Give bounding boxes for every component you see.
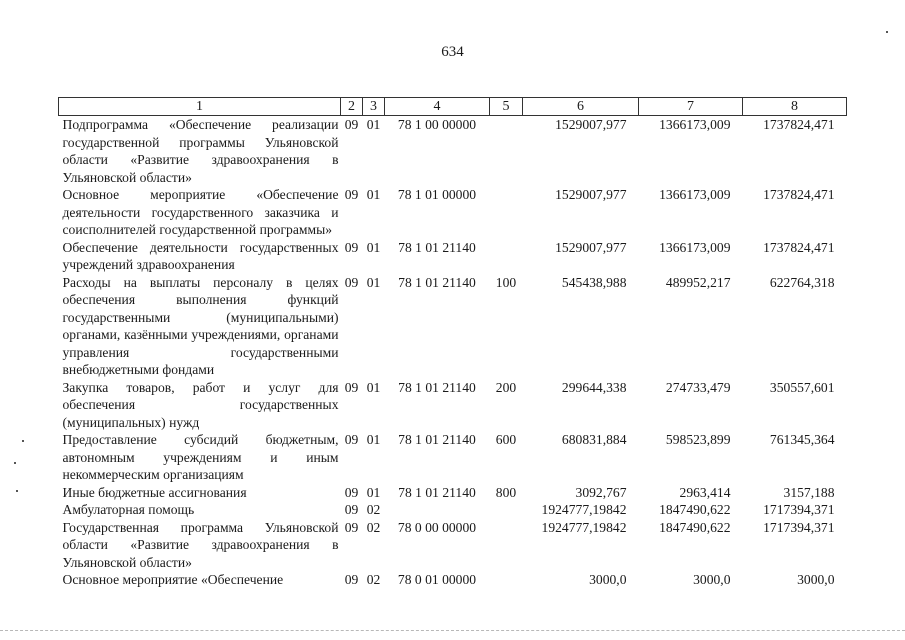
- row-amount-col7: 489952,217: [665, 274, 731, 290]
- row-amount-col7: 598523,899: [665, 432, 731, 447]
- row-target-article: 78 1 01 00000: [397, 187, 477, 202]
- table-row: [59, 186, 847, 239]
- row-amount-col6: 1529007,977: [555, 117, 627, 132]
- row-expense-type: [490, 186, 523, 239]
- row-section: 09: [344, 274, 359, 290]
- row-amount-col6: 1529007,977: [555, 187, 627, 202]
- row-amount-col7: 1366173,009: [659, 187, 731, 202]
- header-col-7: 7: [639, 98, 743, 116]
- row-expense-type: [490, 239, 523, 274]
- row-section: 09: [344, 239, 359, 255]
- row-amount-col8: 622764,318: [769, 274, 835, 290]
- row-amount-col7: 1847490,622: [659, 519, 731, 535]
- table-row: [59, 431, 847, 484]
- row-amount-col7: 1366173,009: [659, 239, 731, 255]
- scan-speck: [886, 31, 888, 33]
- row-amount-col7: 274733,479: [665, 379, 731, 395]
- row-target-article: 78 1 01 21140: [398, 432, 476, 447]
- row-name: Подпрограмма «Обеспечение реализации государственной программы Ульяновской области «Развитие здравоохранения в Ульяновской области»: [62, 117, 339, 185]
- table-row: [59, 501, 847, 519]
- row-subsection: 01: [366, 187, 381, 202]
- row-section: 09: [344, 117, 359, 132]
- row-amount-col8: 1737824,471: [763, 117, 835, 132]
- row-expense-type: 600: [495, 432, 517, 447]
- row-subsection: 01: [366, 484, 381, 500]
- table-row: [59, 571, 847, 589]
- table-row: [59, 484, 847, 502]
- row-amount-col8: 761345,364: [769, 432, 835, 447]
- row-expense-type: [490, 501, 523, 519]
- row-amount-col6: 1924777,19842: [541, 519, 627, 535]
- row-section: 09: [344, 187, 359, 202]
- row-section: 09: [344, 572, 359, 587]
- row-amount-col8: 350557,601: [769, 379, 835, 395]
- row-subsection: 01: [366, 117, 381, 132]
- row-amount-col8: 3157,188: [783, 484, 835, 500]
- row-section: 09: [344, 502, 359, 517]
- row-amount-col6: 1529007,977: [555, 239, 627, 255]
- row-name: Основное мероприятие «Обеспечение деятельности государственного заказчика и соисполнителей государственной программы»: [62, 187, 339, 237]
- row-subsection: 01: [366, 379, 381, 395]
- row-amount-col6: 1924777,19842: [541, 502, 627, 517]
- row-amount-col8: 1737824,471: [763, 239, 835, 255]
- row-name: Амбулаторная помощь: [62, 502, 195, 517]
- row-name: Расходы на выплаты персоналу в целях обеспечения выполнения функций государственными (муниципальными) органами, казёнными учреждениями, органами управления государственными внебюджетными фондами: [62, 274, 339, 377]
- budget-table: [58, 97, 847, 589]
- table-row: [59, 519, 847, 572]
- row-amount-col8: 1717394,371: [763, 519, 835, 535]
- row-section: 09: [344, 484, 359, 500]
- row-target-article: [385, 501, 490, 519]
- table-row: [59, 239, 847, 274]
- table-row: [59, 274, 847, 379]
- row-amount-col7: 1366173,009: [659, 117, 731, 132]
- row-amount-col7: 2963,414: [679, 484, 731, 500]
- row-amount-col6: 3000,0: [589, 572, 627, 587]
- row-target-article: 78 1 01 21140: [398, 239, 476, 255]
- row-name: Предоставление субсидий бюджетным, автономным учреждениям и иным некоммерческим организациям: [62, 432, 339, 482]
- row-amount-col7: 3000,0: [693, 572, 731, 587]
- row-amount-col8: 1717394,371: [763, 502, 835, 517]
- header-col-4: 4: [385, 98, 490, 116]
- row-target-article: 78 1 01 21140: [398, 379, 476, 395]
- header-col-1: 1: [59, 98, 341, 116]
- row-expense-type: 100: [495, 274, 517, 290]
- row-amount-col8: 3000,0: [797, 572, 835, 587]
- row-subsection: 01: [366, 274, 381, 290]
- row-name: Государственная программа Ульяновской области «Развитие здравоохранения в Ульяновской области»: [62, 519, 339, 570]
- row-subsection: 02: [366, 519, 381, 535]
- table-row: [59, 379, 847, 432]
- row-subsection: 02: [366, 572, 381, 587]
- scan-speck: [14, 462, 16, 464]
- header-row: [59, 98, 847, 116]
- row-amount-col6: 3092,767: [575, 484, 627, 500]
- row-name: Закупка товаров, работ и услуг для обеспечения государственных (муниципальных) нужд: [62, 379, 339, 430]
- row-subsection: 02: [366, 502, 381, 517]
- table-row: [59, 116, 847, 187]
- row-target-article: 78 1 01 21140: [398, 484, 476, 500]
- row-amount-col6: 680831,884: [561, 432, 627, 447]
- header-col-3: 3: [363, 98, 385, 116]
- row-name: Основное мероприятие «Обеспечение: [62, 572, 284, 587]
- row-target-article: 78 1 01 21140: [398, 274, 476, 290]
- row-section: 09: [344, 519, 359, 535]
- scan-bottom-edge: [0, 630, 905, 631]
- row-expense-type: [490, 571, 523, 589]
- row-expense-type: 200: [495, 379, 517, 395]
- row-subsection: 01: [366, 239, 381, 255]
- row-section: 09: [344, 379, 359, 395]
- scan-speck: [22, 440, 24, 442]
- row-subsection: 01: [366, 432, 381, 447]
- row-target-article: 78 1 00 00000: [397, 117, 477, 132]
- row-amount-col6: 545438,988: [561, 274, 627, 290]
- header-col-6: 6: [523, 98, 639, 116]
- header-col-2: 2: [341, 98, 363, 116]
- row-expense-type: [490, 519, 523, 572]
- row-amount-col8: 1737824,471: [763, 187, 835, 202]
- row-target-article: 78 0 00 00000: [397, 519, 477, 535]
- page-number: 634: [441, 44, 464, 60]
- scan-speck: [16, 490, 18, 492]
- row-expense-type: 800: [495, 484, 517, 500]
- row-section: 09: [344, 432, 359, 447]
- header-col-5: 5: [490, 98, 523, 116]
- row-target-article: 78 0 01 00000: [397, 572, 477, 587]
- row-name: Иные бюджетные ассигнования: [62, 484, 247, 500]
- row-amount-col6: 299644,338: [561, 379, 627, 395]
- row-expense-type: [490, 116, 523, 187]
- row-amount-col7: 1847490,622: [659, 502, 731, 517]
- row-name: Обеспечение деятельности государственных учреждений здравоохранения: [62, 239, 339, 272]
- header-col-8: 8: [743, 98, 847, 116]
